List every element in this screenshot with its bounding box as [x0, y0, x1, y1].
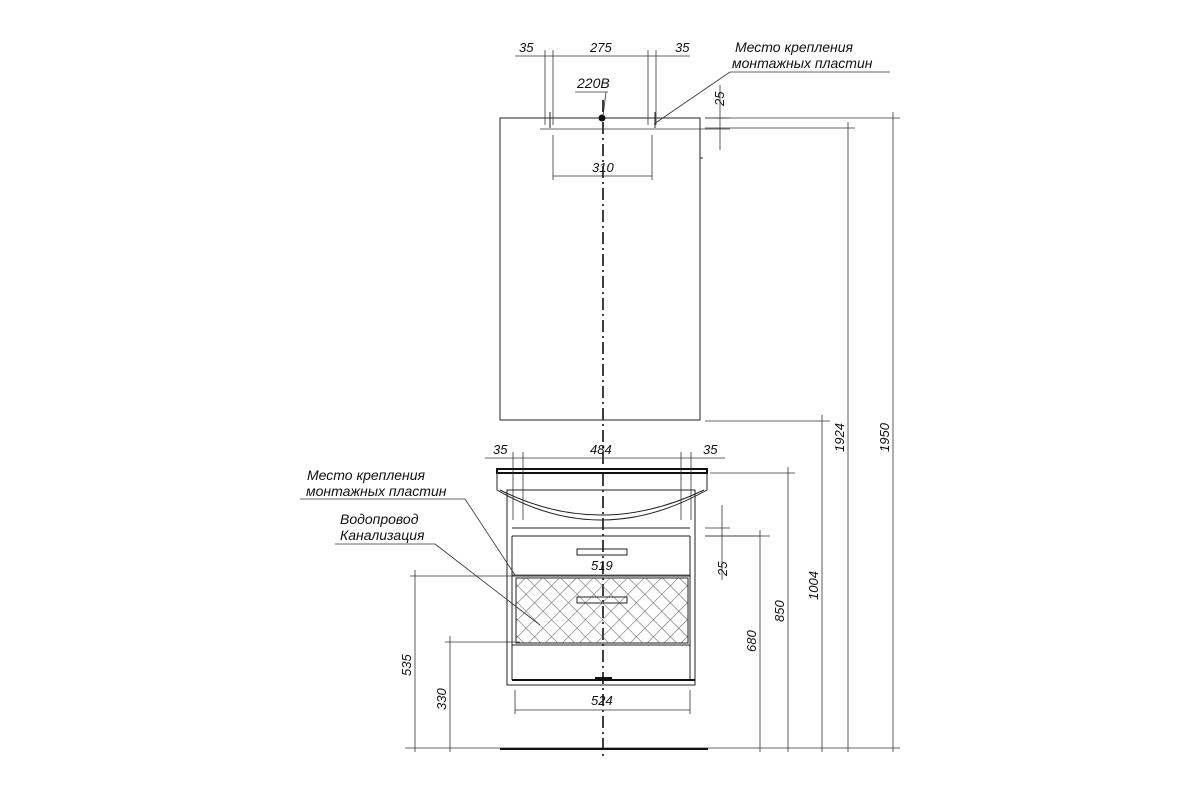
dim-h-1004: 1004 [806, 571, 821, 600]
drawer-handle-top [577, 549, 627, 555]
note-water: Водопровод [340, 511, 419, 527]
upper-cabinet [500, 112, 703, 420]
dim-h-680: 680 [744, 630, 759, 652]
dim-top-right-offset: 35 [675, 40, 690, 55]
note-power: 220В [577, 75, 610, 91]
dim-h-1950: 1950 [877, 423, 892, 452]
dim-drawer-width: 519 [591, 558, 613, 573]
dim-bottom-right-offset: 35 [703, 442, 718, 457]
note-mount-bottom-1: Место крепления [307, 467, 426, 483]
dim-top-span: 275 [590, 40, 612, 55]
dim-top-left-offset: 35 [519, 40, 534, 55]
dim-bottom-drop: 25 [715, 561, 730, 576]
power-outlet-icon [599, 115, 606, 122]
note-mount-top-1: Место крепления [735, 39, 854, 55]
dim-bottom-span: 484 [590, 442, 612, 457]
height-dimensions [405, 112, 900, 752]
note-mount-bottom-2: монтажных пластин [306, 483, 447, 499]
vanity [497, 469, 707, 685]
dim-h-330: 330 [434, 688, 449, 710]
note-sewer: Канализация [340, 527, 425, 543]
dim-h-535: 535 [399, 654, 414, 676]
dim-h-850: 850 [772, 600, 787, 622]
dim-h-1924: 1924 [832, 423, 847, 452]
pipes-area-hatch [516, 578, 688, 643]
dim-base-width: 524 [591, 693, 613, 708]
dim-top-width: 310 [592, 160, 614, 175]
note-mount-top-2: монтажных пластин [732, 55, 873, 71]
top-dimension-chain [515, 50, 730, 180]
dim-bottom-left-offset: 35 [493, 442, 508, 457]
dim-top-drop: 25 [712, 91, 727, 106]
